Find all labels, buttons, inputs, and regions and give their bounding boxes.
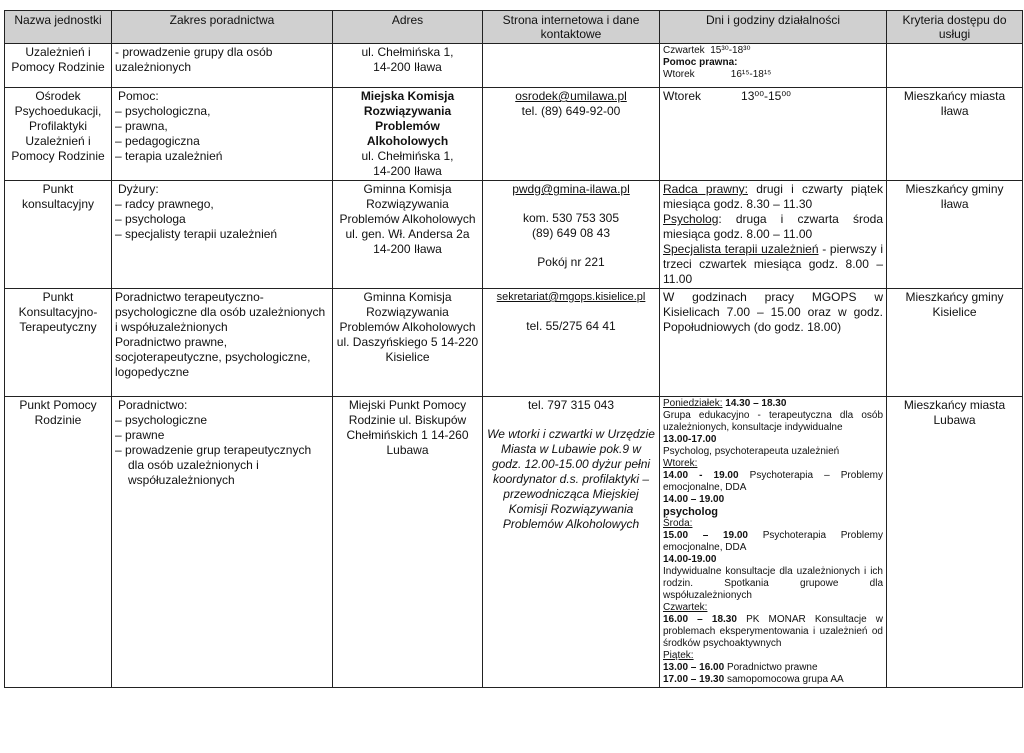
hours-time: 14.00-19.00: [663, 554, 717, 565]
header-scope: Zakres poradnictwa: [112, 11, 333, 44]
hours-time: 13⁰⁰-15⁰⁰: [741, 89, 791, 103]
unit-name: Punkt Pomocy Rodzinie: [5, 397, 112, 688]
scope-title: Poradnictwo:: [118, 398, 188, 412]
hours-label: Poniedziałek:: [663, 398, 723, 409]
phone: tel. 55/275 64 41: [526, 319, 616, 333]
hours-text: Psycholog, psychoterapeuta uzależnień: [663, 446, 840, 457]
hours-label: Radca prawny:: [663, 182, 748, 196]
hours-label: Specjalista terapii uzależnień: [663, 242, 819, 256]
hours-text: : druga i czwarta środa miesiąca godz. 8.00 – 11.00: [663, 212, 883, 241]
header-criteria: Kryteria dostępu do usługi: [887, 11, 1023, 44]
scope-cell: [112, 397, 333, 688]
hours-day: Wtorek: [663, 89, 702, 103]
address-cell: Gminna Komisja Rozwiązywania Problemów Alkoholowych ul. Daszyńskiego 5 14-220 Kisielice: [333, 289, 483, 397]
hours-day: Czwartek: [663, 45, 705, 56]
room: Pokój nr 221: [537, 255, 605, 269]
hours-text: Grupa edukacyjno - terapeutyczna dla osób uzależnionych, konsultacje indywidualne: [663, 410, 883, 433]
list-item: – radcy prawnego,: [115, 197, 329, 212]
phone: (89) 649 08 43: [531, 226, 611, 240]
unit-name: Uzależnień i Pomocy Rodzinie: [5, 44, 112, 88]
table-row: [5, 181, 1023, 289]
hours-time: 13.00 – 16.00: [663, 662, 725, 673]
phone: kom. 530 753 305: [522, 211, 620, 225]
hours-cell: W godzinach pracy MGOPS w Kisielicach 7.00 – 15.00 oraz w godz. Popołudniowych (do godz. 18.00): [660, 289, 887, 397]
unit-name: Punkt konsultacyjny: [5, 181, 112, 289]
header-address: Adres: [333, 11, 483, 44]
hours-text: Indywidualne konsultacje dla uzależnionych i ich rodzin. Spotkania grupowe dla współuzależnionych: [663, 566, 883, 601]
criteria-cell: [887, 44, 1023, 88]
table-row: [5, 88, 1023, 181]
hours-text: Psychoterapia – Problemy emocjonalne, DDA: [663, 470, 883, 493]
table-header-row: [5, 11, 1023, 44]
list-item: – terapia uzależnień: [115, 149, 329, 164]
email-link[interactable]: osrodek@umilawa.pl: [515, 89, 627, 103]
address-line: ul. Chełmińska 1,: [361, 149, 454, 163]
address-cell: Gminna Komisja Rozwiązywania Problemów Alkoholowych ul. gen. Wł. Andersa 2a 14-200 Iława: [333, 181, 483, 289]
scope-paragraph: Poradnictwo terapeutyczno-psychologiczne dla osób uzależnionych i współuzależnionych: [115, 290, 326, 334]
hours-label: Wtorek:: [663, 458, 698, 469]
address-institution: Miejska Komisja Rozwiązywania Problemów Alkoholowych: [360, 89, 455, 148]
scope-title: Pomoc:: [118, 89, 159, 103]
hours-cell: [660, 44, 887, 88]
hours-label: Psycholog: [663, 212, 719, 226]
address-cell: [333, 88, 483, 181]
contact-cell: [483, 88, 660, 181]
hours-time: 13.00-17.00: [663, 434, 717, 445]
contact-cell: [483, 289, 660, 397]
scope-cell: [112, 181, 333, 289]
hours-text: Psychoterapia Problemy emocjonalne, DDA: [663, 530, 883, 553]
header-unit-name: Nazwa jednostki: [5, 11, 112, 44]
scope-list: [115, 413, 329, 488]
hours-cell: [660, 181, 887, 289]
hours-cell: [660, 397, 887, 688]
scope-cell: [112, 289, 333, 397]
hours-label: Czwartek:: [663, 602, 708, 613]
hours-time: 14.00 – 19.00: [663, 494, 725, 505]
contact-cell: [483, 181, 660, 289]
hours-time: 14.30 – 18.30: [722, 398, 787, 409]
table-row: [5, 44, 1023, 88]
hours-text: samopomocowa grupa AA: [724, 674, 844, 685]
list-item: – prowadzenie grup terapeutycznych dla osób uzależnionych i współuzależnionych: [115, 443, 329, 488]
hours-text: Poradnictwo prawne: [724, 662, 818, 673]
scope-title: Dyżury:: [118, 182, 159, 196]
hours-time: 15.00 – 19.00: [663, 530, 748, 541]
address-line: 14-200 Iława: [373, 164, 442, 178]
list-item: – specjalisty terapii uzależnień: [115, 227, 329, 242]
hours-time: 15³⁰-18³⁰: [710, 45, 751, 56]
phone: tel. (89) 649-92-00: [521, 104, 621, 118]
contact-cell: [483, 44, 660, 88]
criteria-cell: Mieszkańcy gminy Iława: [887, 181, 1023, 289]
hours-text: - pierwszy i trzeci czwartek miesiąca godz. 8.00 – 11.00: [663, 242, 883, 286]
email-link[interactable]: sekretariat@mgops.kisielice.pl: [496, 291, 646, 303]
criteria-cell: Mieszkańcy miasta Iława: [887, 88, 1023, 181]
hours-time: 14.00 - 19.00: [663, 470, 739, 481]
hours-subtitle: Pomoc prawna:: [663, 57, 738, 68]
address-cell: Miejski Punkt Pomocy Rodzinie ul. Biskupów Chełmińskich 1 14-260 Lubawa: [333, 397, 483, 688]
table-row: [5, 289, 1023, 397]
duty-note: We wtorki i czwartki w Urzędzie Miasta w Lubawie pok.9 w godz. 12.00-15.00 dyżur pełni koordynator d.s. profilaktyki – przewodnicząca Miejskiej Komisji Rozwiązywania Problemów Alkoholowych: [487, 427, 655, 531]
criteria-cell: Mieszkańcy gminy Kisielice: [887, 289, 1023, 397]
hours-time: 17.00 – 19.30: [663, 674, 725, 685]
hours-label: Środa:: [663, 518, 693, 529]
header-hours: Dni i godziny działalności: [660, 11, 887, 44]
list-item: – prawna,: [115, 119, 329, 134]
scope-list: [115, 104, 329, 164]
contact-cell: [483, 397, 660, 688]
scope-cell: [112, 88, 333, 181]
criteria-cell: Mieszkańcy miasta Lubawa: [887, 397, 1023, 688]
unit-name: Punkt Konsultacyjno-Terapeutyczny: [5, 289, 112, 397]
scope-list: [115, 197, 329, 242]
address-line: 14-200 Iława: [373, 60, 442, 74]
hours-text: psycholog: [663, 506, 719, 518]
hours-time: 16¹⁵-18¹⁵: [730, 69, 772, 80]
hours-text: drugi i czwarty piątek miesiąca godz. 8.30 – 11.30: [663, 182, 883, 211]
hours-cell: [660, 88, 887, 181]
list-item: – psychologiczne: [115, 413, 329, 428]
scope-cell: - prowadzenie grupy dla osób uzależnionych: [112, 44, 333, 88]
support-units-table: [4, 10, 1023, 688]
hours-text: PK MONAR Konsultacje w problemach eksperymentowania i uzależnień od środków psychoaktywnych: [663, 614, 883, 649]
hours-day: Wtorek: [663, 69, 695, 80]
list-item: – prawne: [115, 428, 329, 443]
list-item: – pedagogiczna: [115, 134, 329, 149]
email-link[interactable]: pwdg@gmina-ilawa.pl: [512, 182, 630, 196]
scope-paragraph: Poradnictwo prawne, socjoterapeutyczne, psychologiczne, logopedyczne: [115, 335, 311, 379]
list-item: – psychologa: [115, 212, 329, 227]
unit-name: Ośrodek Psychoedukacji, Profilaktyki Uzależnień i Pomocy Rodzinie: [5, 88, 112, 181]
hours-label: Piątek:: [663, 650, 694, 661]
phone: tel. 797 315 043: [527, 398, 615, 412]
hours-time: 16.00 – 18.30: [663, 614, 737, 625]
address-line: ul. Chełmińska 1,: [361, 45, 454, 59]
list-item: – psychologiczna,: [115, 104, 329, 119]
table-row: [5, 397, 1023, 688]
header-contact: Strona internetowa i dane kontaktowe: [483, 11, 660, 44]
address-cell: [333, 44, 483, 88]
